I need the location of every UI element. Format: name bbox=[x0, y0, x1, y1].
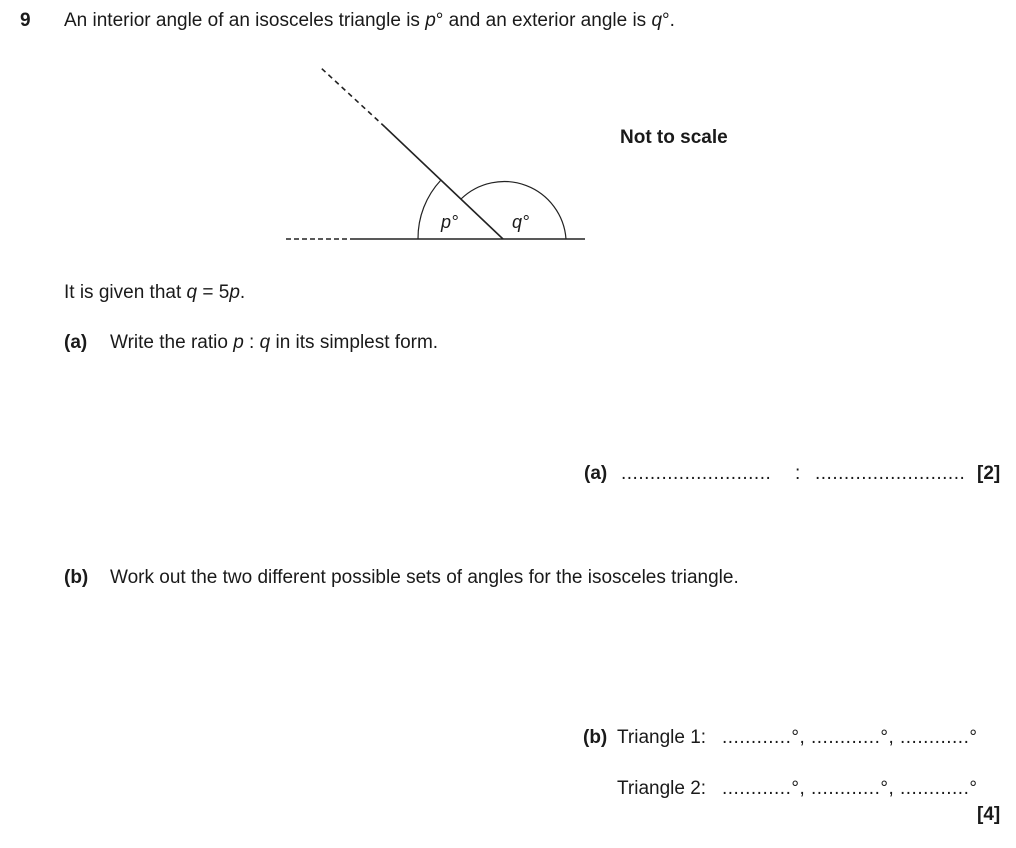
part-a-answer-blank-2[interactable]: .......................... bbox=[815, 463, 966, 484]
part-a-question bbox=[110, 332, 438, 354]
part-a-text-2: in its simplest form. bbox=[270, 332, 439, 353]
triangle-2-label: Triangle 2: bbox=[617, 778, 707, 799]
part-b-marks: [4] bbox=[977, 804, 1001, 825]
given-end: . bbox=[239, 282, 246, 303]
part-a-label: (a) bbox=[64, 332, 88, 353]
stem-text-2: ° and an exterior angle is bbox=[435, 10, 652, 31]
part-a-colon: : bbox=[243, 332, 260, 353]
stem-text-3: °. bbox=[662, 10, 675, 31]
stem-var-q: q bbox=[651, 10, 663, 31]
part-a-marks: [2] bbox=[977, 463, 1001, 484]
stem-var-p: p bbox=[425, 10, 436, 31]
label-q: q° bbox=[512, 212, 530, 232]
triangle-1-label: Triangle 1: bbox=[617, 727, 707, 748]
given-var-q: q bbox=[186, 282, 198, 303]
part-b-answer-label: (b) bbox=[583, 727, 608, 748]
triangle-2-answer-line[interactable]: ............°, ............°, ............° bbox=[722, 778, 978, 799]
label-p: p° bbox=[441, 212, 459, 232]
slanted-line-dashed-extension bbox=[320, 67, 385, 127]
part-a-var-p: p bbox=[233, 332, 244, 353]
part-a-text-1: Write the ratio bbox=[110, 332, 234, 353]
triangle-1-answer-line[interactable]: ............°, ............°, ............° bbox=[722, 727, 978, 748]
part-a-answer-colon: : bbox=[795, 463, 801, 484]
given-statement bbox=[64, 282, 245, 304]
not-to-scale-note: Not to scale bbox=[620, 127, 728, 148]
given-eq: = 5 bbox=[197, 282, 230, 303]
given-var-p: p bbox=[229, 282, 240, 303]
question-number: 9 bbox=[20, 10, 31, 31]
part-b-question: Work out the two different possible sets of angles for the isosceles triangle. bbox=[110, 567, 739, 588]
stem-text-1: An interior angle of an isosceles triangle is bbox=[64, 10, 426, 31]
given-prefix: It is given that bbox=[64, 282, 187, 303]
part-b-label: (b) bbox=[64, 567, 89, 588]
arc-p bbox=[418, 180, 441, 239]
part-a-answer-label: (a) bbox=[584, 463, 608, 484]
part-a-var-q: q bbox=[259, 332, 271, 353]
part-a-answer-blank-1[interactable]: .......................... bbox=[621, 463, 772, 484]
